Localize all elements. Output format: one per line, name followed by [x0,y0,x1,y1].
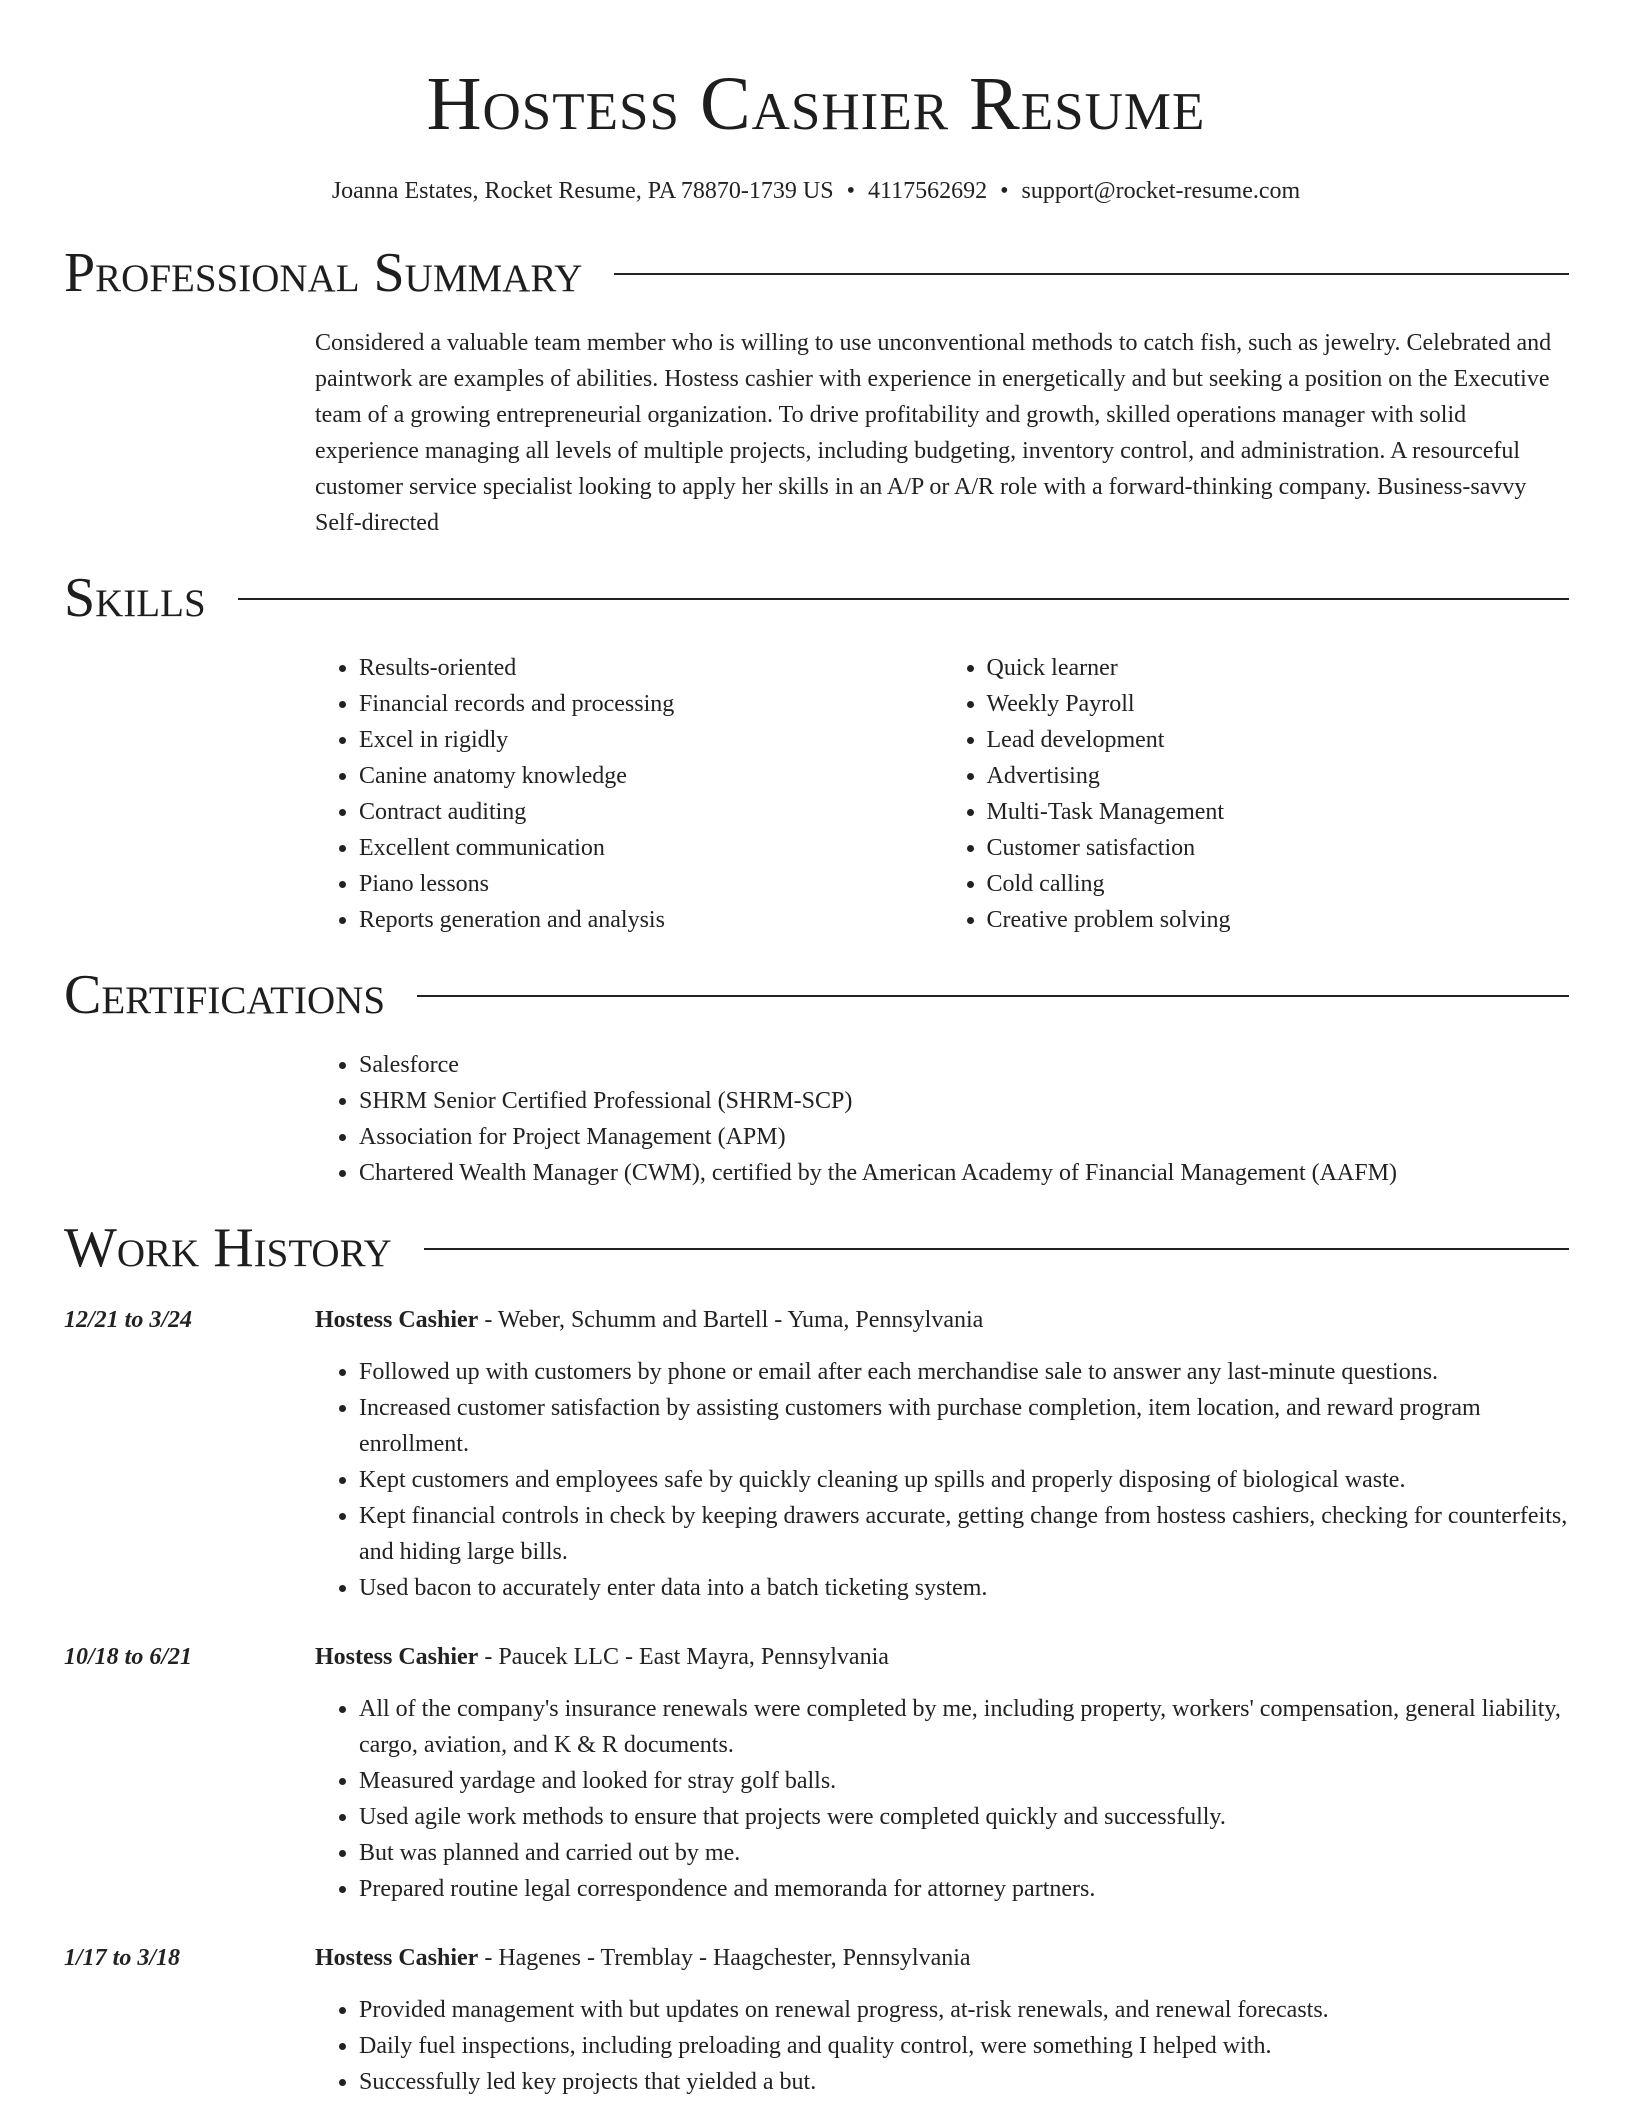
job-bullets [315,1992,1569,2100]
section-summary-header [64,241,1569,305]
list-item: • Excel in rigidly [359,722,943,758]
job-entry [64,1639,1569,1907]
summary-text: Considered a valuable team member who is willing to use unconventional methods to catch fish, such as jewelry. Celebrated and paintwork are examples of abilities. Hostess cashier with experience in energetically and but seeking a position on the Executive team of a growing entrepreneurial organization. To drive profitability and growth, skilled operations manager with solid experience managing all levels of multiple projects, including budgeting, inventory control, and administration. A resourceful customer service specialist looking to apply her skills in an A/P or A/R role with a forward-thinking company. Business-savvy Self-directed [315,330,1552,536]
section-work-header [64,1216,1569,1280]
job-title: Hostess Cashier [315,1644,479,1670]
list-item: • Provided management with but updates on renewal progress, at-risk renewals, and renewal forecasts. [359,1992,1569,2028]
section-divider [424,1248,1569,1250]
section-divider [417,995,1569,997]
list-item: • Advertising [987,758,1571,794]
separator: • [846,178,855,204]
list-item: • Salesforce [359,1047,1570,1083]
job-heading [315,1639,1569,1675]
job-entry [64,1302,1569,1606]
job-bullets [315,1354,1569,1606]
job-heading [315,1940,1569,1976]
job-company: - Paucek LLC - East Mayra, Pennsylvania [478,1644,889,1670]
list-item: • Followed up with customers by phone or email after each merchandise sale to answer any last-minute questions. [359,1354,1569,1390]
list-item: • Piano lessons [359,866,943,902]
job-company: - Weber, Schumm and Bartell - Yuma, Pennsylvania [478,1307,984,1333]
section-heading: Certifications [64,964,386,1026]
skills-column-left [315,650,943,938]
list-item: • Successfully led key projects that yielded a but. [359,2064,1569,2100]
separator: • [1000,178,1009,204]
list-item: • Excellent communication [359,830,943,866]
phone: 4117562692 [867,178,988,204]
list-item: • Measured yardage and looked for stray golf balls. [359,1763,1569,1799]
list-item: • Results-oriented [359,650,943,686]
section-divider [614,273,1569,275]
job-dates: 12/21 to 3/24 [64,1307,193,1333]
list-item: • Increased customer satisfaction by assisting customers with purchase completion, item location, and reward program enrollment. [359,1390,1569,1462]
job-dates: 10/18 to 6/21 [64,1644,193,1670]
list-item: • Canine anatomy knowledge [359,758,943,794]
list-item: • Cold calling [987,866,1571,902]
list-item: • Reports generation and analysis [359,902,943,938]
job-bullets [315,1691,1569,1907]
skills-list [315,650,1570,938]
section-certifications-header [64,963,1569,1027]
list-item: • Contract auditing [359,794,943,830]
list-item: • But was planned and carried out by me. [359,1835,1569,1871]
list-item: • Kept financial controls in check by keeping drawers accurate, getting change from hostess cashiers, checking for counterfeits, and hiding large bills. [359,1498,1569,1570]
section-heading: Skills [64,567,206,629]
list-item: • Customer satisfaction [987,830,1571,866]
list-item: • Association for Project Management (APM) [359,1119,1570,1155]
contact-line [0,176,1632,206]
certifications-list [315,1047,1570,1191]
list-item: • Financial records and processing [359,686,943,722]
list-item: • Weekly Payroll [987,686,1571,722]
list-item: • Prepared routine legal correspondence and memoranda for attorney partners. [359,1871,1569,1907]
list-item: • SHRM Senior Certified Professional (SHRM-SCP) [359,1083,1570,1119]
job-title: Hostess Cashier [315,1307,479,1333]
list-item: • Used agile work methods to ensure that projects were completed quickly and successfully. [359,1799,1569,1835]
job-title: Hostess Cashier [315,1945,479,1971]
email-link[interactable]: support@rocket-resume.com [1021,178,1301,204]
skills-column-right [943,650,1571,938]
section-divider [238,598,1569,600]
list-item: • Quick learner [987,650,1571,686]
list-item: • Multi-Task Management [987,794,1571,830]
list-item: • Lead development [987,722,1571,758]
job-heading [315,1302,1569,1338]
section-heading: Work History [64,1217,392,1279]
section-skills-header [64,566,1569,630]
list-item: • Creative problem solving [987,902,1571,938]
list-item: • Chartered Wealth Manager (CWM), certified by the American Academy of Financial Management (AAFM) [359,1155,1570,1191]
address: Joanna Estates, Rocket Resume, PA 78870-1739 US [331,178,834,204]
job-dates: 1/17 to 3/18 [64,1945,181,1971]
page-title: Hostess Cashier Resume [426,62,1206,146]
section-heading: Professional Summary [64,242,583,304]
list-item: • All of the company's insurance renewals were completed by me, including property, workers' compensation, general liability, cargo, aviation, and K & R documents. [359,1691,1569,1763]
list-item: • Kept customers and employees safe by quickly cleaning up spills and properly disposing of biological waste. [359,1462,1569,1498]
job-entry [64,1940,1569,2100]
job-company: - Hagenes - Tremblay - Haagchester, Pennsylvania [478,1945,971,1971]
list-item: • Used bacon to accurately enter data into a batch ticketing system. [359,1570,1569,1606]
list-item: • Daily fuel inspections, including preloading and quality control, were something I helped with. [359,2028,1569,2064]
